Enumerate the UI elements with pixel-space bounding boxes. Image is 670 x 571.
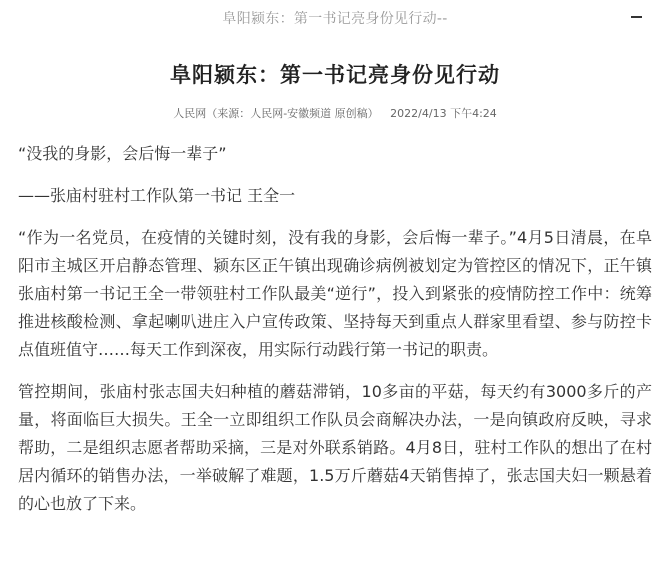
article-headline: 阜阳颍东：第一书记亮身份见行动: [170, 63, 500, 87]
article-meta: [18, 106, 652, 122]
title-bar: [0, 0, 670, 36]
window-title: 阜阳颍东：第一书记亮身份见行动--: [222, 11, 448, 27]
article-source: 人民网（来源：人民网-安徽频道 原创稿）: [173, 107, 379, 120]
article-body: [0, 60, 670, 518]
minimize-button[interactable]: [624, 8, 648, 26]
minimize-icon: [631, 16, 642, 18]
article-signature: ——张庙村驻村工作队第一书记 王全一: [18, 186, 296, 205]
article-paragraph: 管控期间，张庙村张志国夫妇种植的蘑菇滞销，10多亩的平菇，每天约有3000多斤的产量，将面临巨大损失。王全一立即组织工作队员会商解决办法，一是向镇政府反映，寻求帮助，二是组织志愿者帮助采摘，三是对外联系销路。4月8日，驻村工作队的想出了在村居内循环的销售办法，一举破解了难题，1.5万斤蘑菇4天销售掉了，张志国夫妇一颗悬着的心也放了下来。: [18, 382, 652, 513]
article-paragraph: “作为一名党员，在疫情的关键时刻，没有我的身影，会后悔一辈子。”4月5日清晨，在阜阳市主城区开启静态管理、颍东区正午镇出现确诊病例被划定为管控区的情况下，正午镇张庙村第一书记王全一带领驻村工作队最美“逆行”，投入到紧张的疫情防控工作中：统筹推进核酸检测、拿起喇叭进庄入户宣传政策、坚持每天到重点人群家里看望、参与防控卡点值班值守……每天工作到深夜，用实际行动践行第一书记的职责。: [18, 228, 652, 359]
article-datetime: 2022/4/13 下午4:24: [390, 107, 497, 120]
article-quote: “没我的身影，会后悔一辈子”: [18, 144, 227, 163]
